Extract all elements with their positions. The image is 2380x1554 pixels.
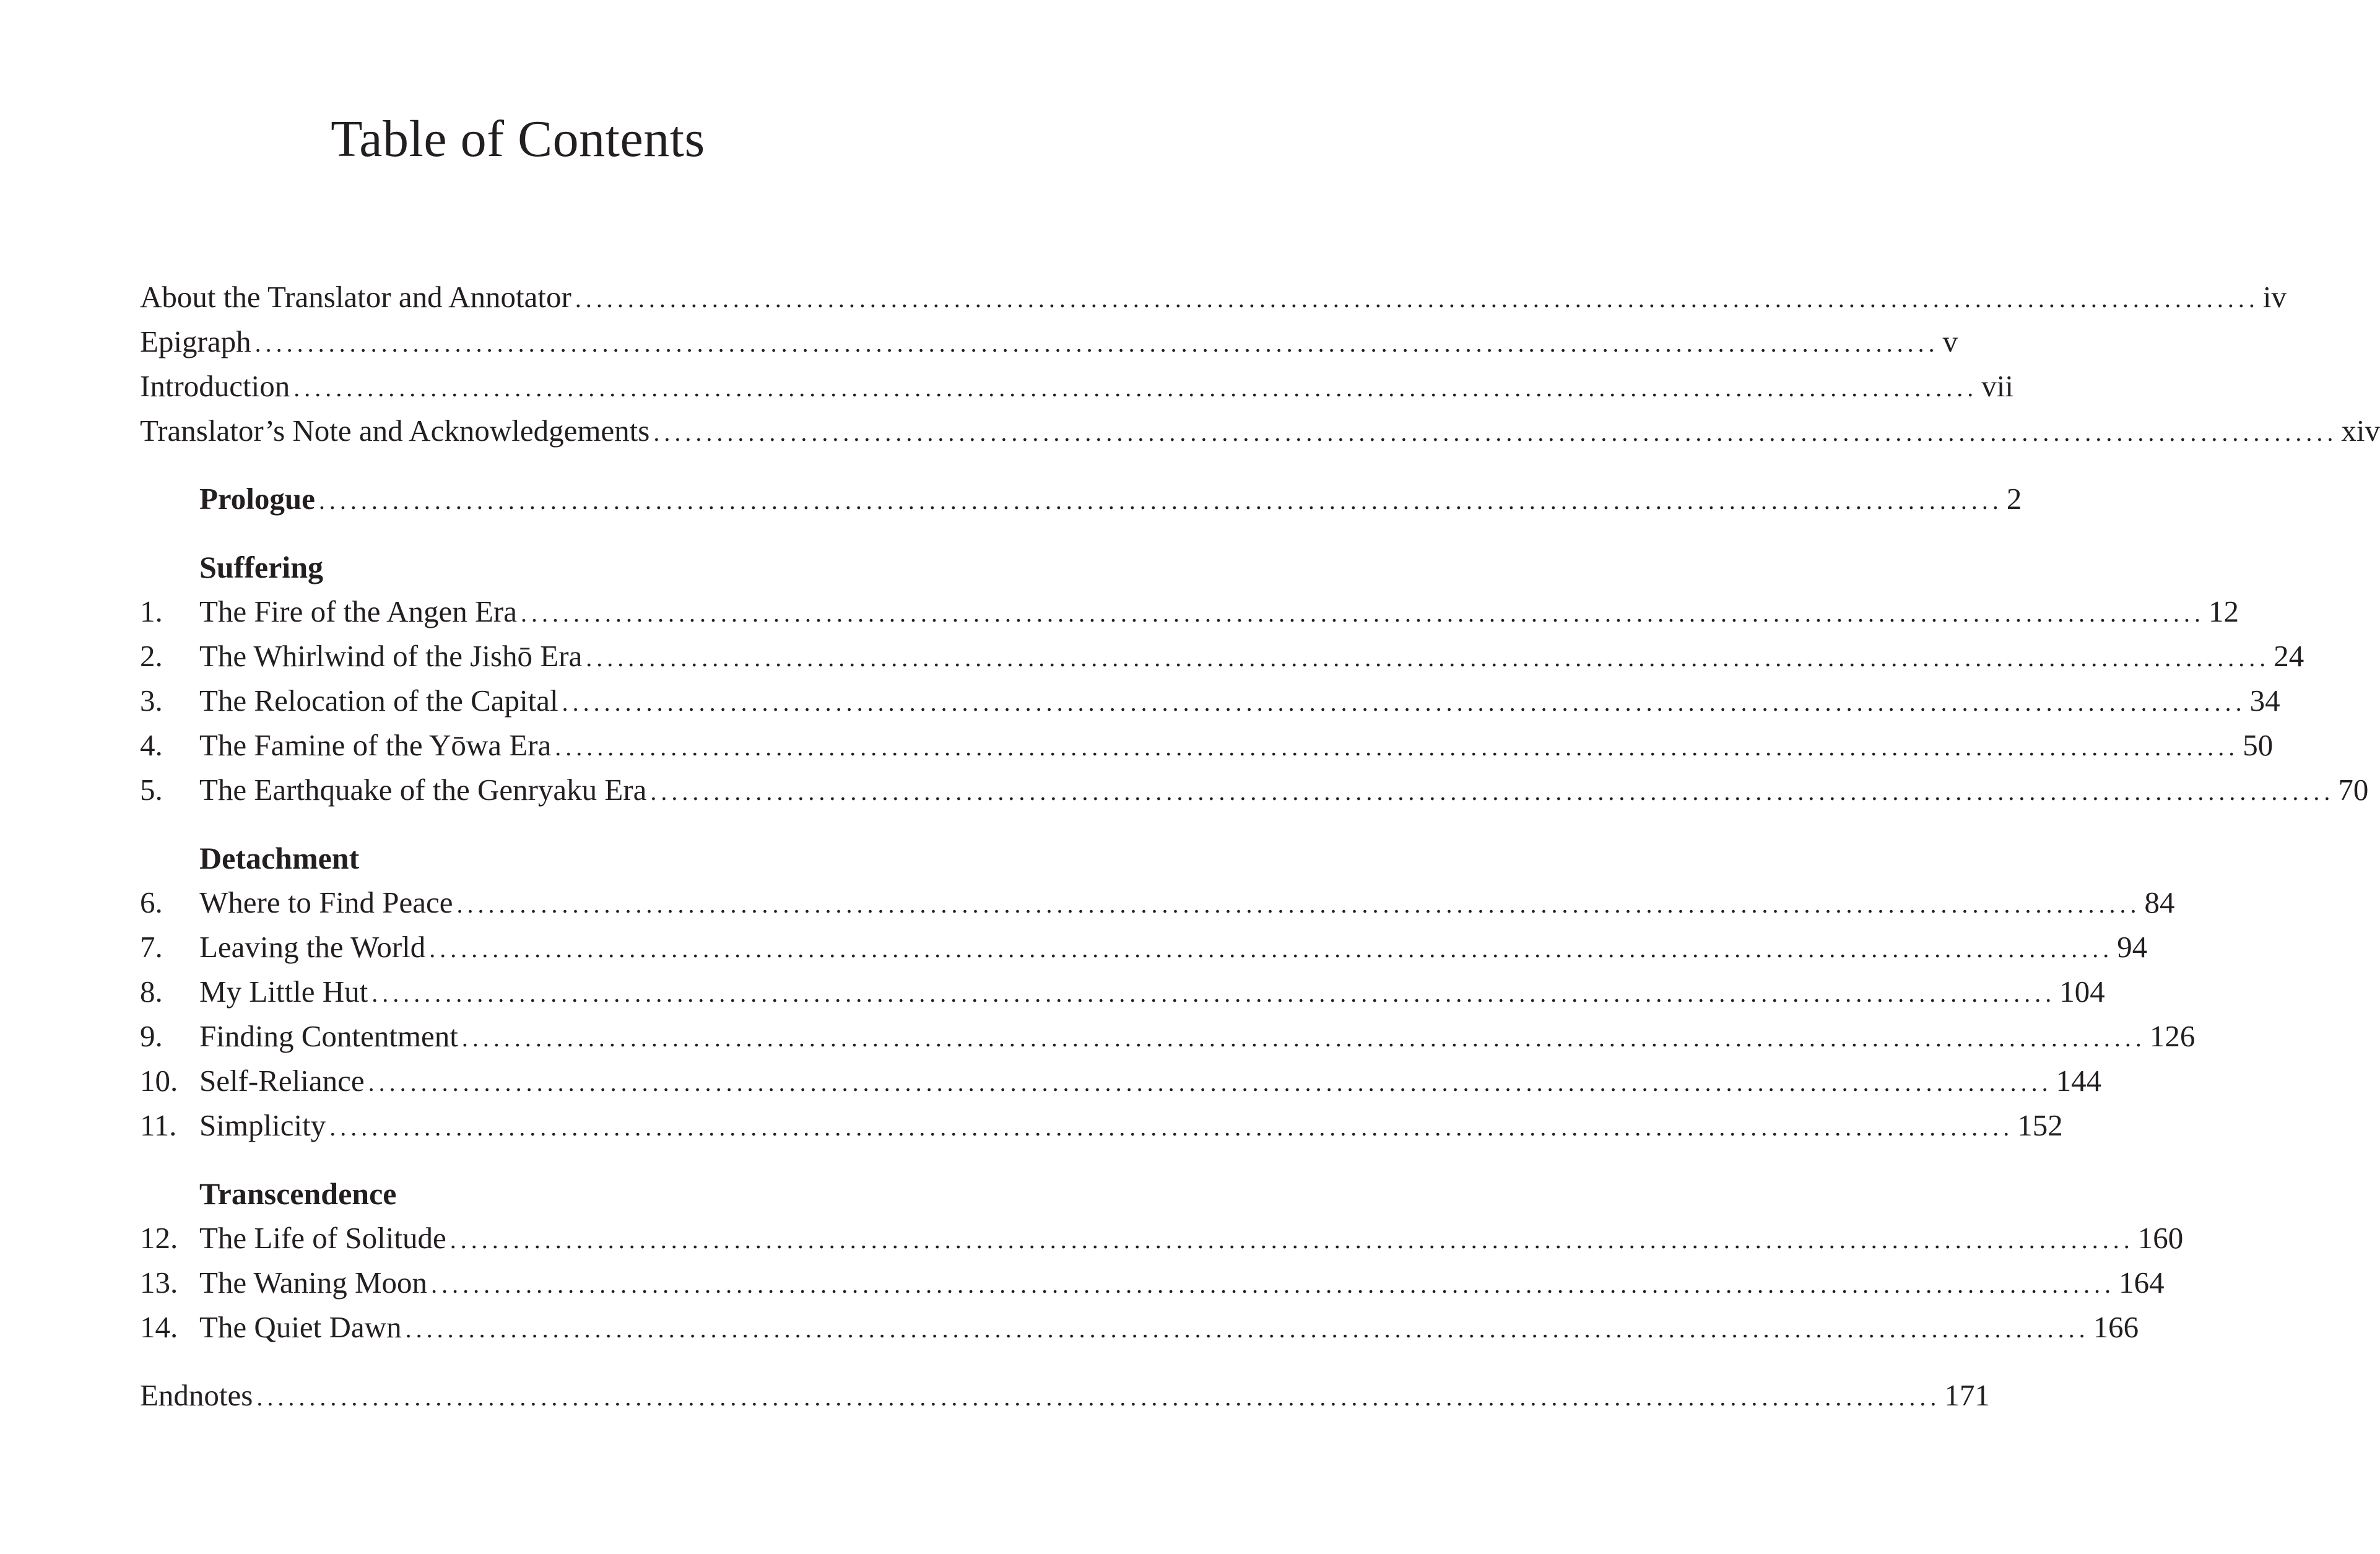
- entry-page-number: 24: [2274, 639, 2304, 673]
- entry-title: The Waning Moon: [199, 1265, 428, 1300]
- entry-page-number: 70: [2338, 773, 2369, 807]
- entry-page-number: 144: [2056, 1064, 2102, 1098]
- section-heading-suffering: Suffering: [199, 550, 323, 584]
- entry-page-number: iv: [2262, 280, 2287, 314]
- dot-leader: ................................................................................................................................................................: [450, 1226, 2134, 1254]
- toc-entry-chapter[interactable]: [140, 1261, 2165, 1305]
- dot-leader: ................................................................................................................................................................: [429, 935, 2114, 963]
- chapter-number: 6.: [140, 885, 163, 919]
- page-title: Table of Contents: [331, 110, 705, 168]
- chapter-number: 5.: [140, 773, 163, 807]
- toc-entry-chapter[interactable]: [140, 723, 2274, 768]
- chapter-number: 13.: [140, 1265, 178, 1300]
- entry-page-number: 104: [2059, 975, 2105, 1009]
- toc-entry-chapter[interactable]: [140, 1216, 2184, 1261]
- toc-entry-epigraph[interactable]: [140, 319, 1958, 364]
- toc-entry-endnotes[interactable]: [140, 1373, 1990, 1418]
- entry-page-number: 126: [2149, 1019, 2195, 1053]
- entry-title: Prologue: [199, 482, 315, 516]
- entry-page-number: 164: [2119, 1265, 2165, 1300]
- dot-leader: ................................................................................................................................................................: [520, 599, 2205, 627]
- toc-entry-chapter[interactable]: [140, 970, 2105, 1014]
- dot-leader: ................................................................................................................................................................: [371, 979, 2056, 1007]
- entry-page-number: 34: [2249, 684, 2280, 718]
- entry-title: The Fire of the Angen Era: [199, 594, 517, 628]
- entry-title: Where to Find Peace: [199, 885, 453, 919]
- dot-leader: ................................................................................................................................................................: [562, 688, 2246, 716]
- toc-entry-prologue[interactable]: [199, 477, 2022, 521]
- entry-title: Simplicity: [199, 1108, 326, 1142]
- dot-leader: ................................................................................................................................................................: [368, 1069, 2052, 1096]
- dot-leader: ................................................................................................................................................................: [329, 1113, 2014, 1141]
- toc-entry-chapter[interactable]: [140, 925, 2148, 970]
- toc-entry-chapter[interactable]: [140, 1059, 2102, 1103]
- entry-page-number: vii: [1981, 369, 2013, 403]
- entry-title: Self-Reliance: [199, 1064, 365, 1098]
- entry-title: The Life of Solitude: [199, 1221, 446, 1255]
- entry-title: Translator’s Note and Acknowledgements: [140, 414, 650, 448]
- toc-entry-chapter[interactable]: [140, 1103, 2063, 1148]
- entry-title: Introduction: [140, 369, 290, 403]
- entry-title: Leaving the World: [199, 930, 426, 964]
- dot-leader: ................................................................................................................................................................: [575, 285, 2259, 313]
- toc-entry-chapter[interactable]: [140, 1014, 2195, 1059]
- toc-entry-chapter[interactable]: [140, 880, 2175, 925]
- dot-leader: ................................................................................................................................................................: [653, 419, 2338, 446]
- entry-title: About the Translator and Annotator: [140, 280, 571, 314]
- chapter-number: 14.: [140, 1310, 178, 1344]
- chapter-number: 8.: [140, 975, 163, 1009]
- entry-page-number: 84: [2144, 885, 2175, 919]
- dot-leader: ................................................................................................................................................................: [293, 374, 1978, 402]
- chapter-number: 1.: [140, 594, 163, 628]
- entry-page-number: 171: [1944, 1378, 1990, 1412]
- entry-title: My Little Hut: [199, 975, 368, 1009]
- entry-title: Finding Contentment: [199, 1019, 458, 1053]
- toc-entry-about-translator[interactable]: [140, 275, 2287, 319]
- entry-title: The Whirlwind of the Jishō Era: [199, 639, 583, 673]
- entry-page-number: xiv: [2341, 414, 2380, 448]
- entry-page-number: 94: [2117, 930, 2148, 964]
- chapter-number: 12.: [140, 1221, 178, 1255]
- entry-page-number: 152: [2017, 1108, 2063, 1142]
- chapter-number: 11.: [140, 1108, 177, 1142]
- toc-entry-translators-note[interactable]: [140, 409, 2380, 453]
- entry-title: The Quiet Dawn: [199, 1310, 402, 1344]
- entry-title: Epigraph: [140, 324, 251, 358]
- chapter-number: 10.: [140, 1064, 178, 1098]
- chapter-number: 7.: [140, 930, 163, 964]
- dot-leader: ................................................................................................................................................................: [254, 329, 1939, 357]
- entry-title: The Famine of the Yōwa Era: [199, 728, 552, 762]
- chapter-number: 9.: [140, 1019, 163, 1053]
- dot-leader: ................................................................................................................................................................: [456, 890, 2141, 918]
- dot-leader: ................................................................................................................................................................: [586, 644, 2270, 672]
- chapter-number: 3.: [140, 684, 163, 718]
- entry-page-number: 2: [2006, 482, 2022, 516]
- entry-title: Endnotes: [140, 1378, 253, 1412]
- dot-leader: ................................................................................................................................................................: [405, 1315, 2090, 1343]
- entry-page-number: 166: [2093, 1310, 2139, 1344]
- chapter-number: 4.: [140, 728, 163, 762]
- section-heading-detachment: Detachment: [199, 841, 360, 875]
- entry-page-number: 50: [2243, 728, 2274, 762]
- entry-page-number: 160: [2137, 1221, 2184, 1255]
- section-heading-transcendence: Transcendence: [199, 1176, 397, 1211]
- entry-title: The Relocation of the Capital: [199, 684, 558, 718]
- dot-leader: ................................................................................................................................................................: [461, 1024, 2146, 1052]
- dot-leader: ................................................................................................................................................................: [256, 1383, 1941, 1411]
- toc-entry-chapter[interactable]: [140, 1305, 2139, 1350]
- dot-leader: ................................................................................................................................................................: [431, 1270, 2116, 1298]
- toc-entry-chapter[interactable]: [140, 679, 2280, 723]
- toc-entry-chapter[interactable]: [140, 634, 2304, 679]
- dot-leader: ................................................................................................................................................................: [318, 487, 2003, 514]
- dot-leader: ................................................................................................................................................................: [650, 778, 2335, 805]
- entry-title: The Earthquake of the Genryaku Era: [199, 773, 647, 807]
- toc-entry-introduction[interactable]: [140, 364, 2013, 409]
- toc-entry-chapter[interactable]: [140, 768, 2369, 812]
- chapter-number: 2.: [140, 639, 163, 673]
- toc-entry-chapter[interactable]: [140, 589, 2239, 634]
- dot-leader: ................................................................................................................................................................: [555, 733, 2239, 761]
- entry-page-number: v: [1942, 324, 1958, 358]
- entry-page-number: 12: [2208, 594, 2239, 628]
